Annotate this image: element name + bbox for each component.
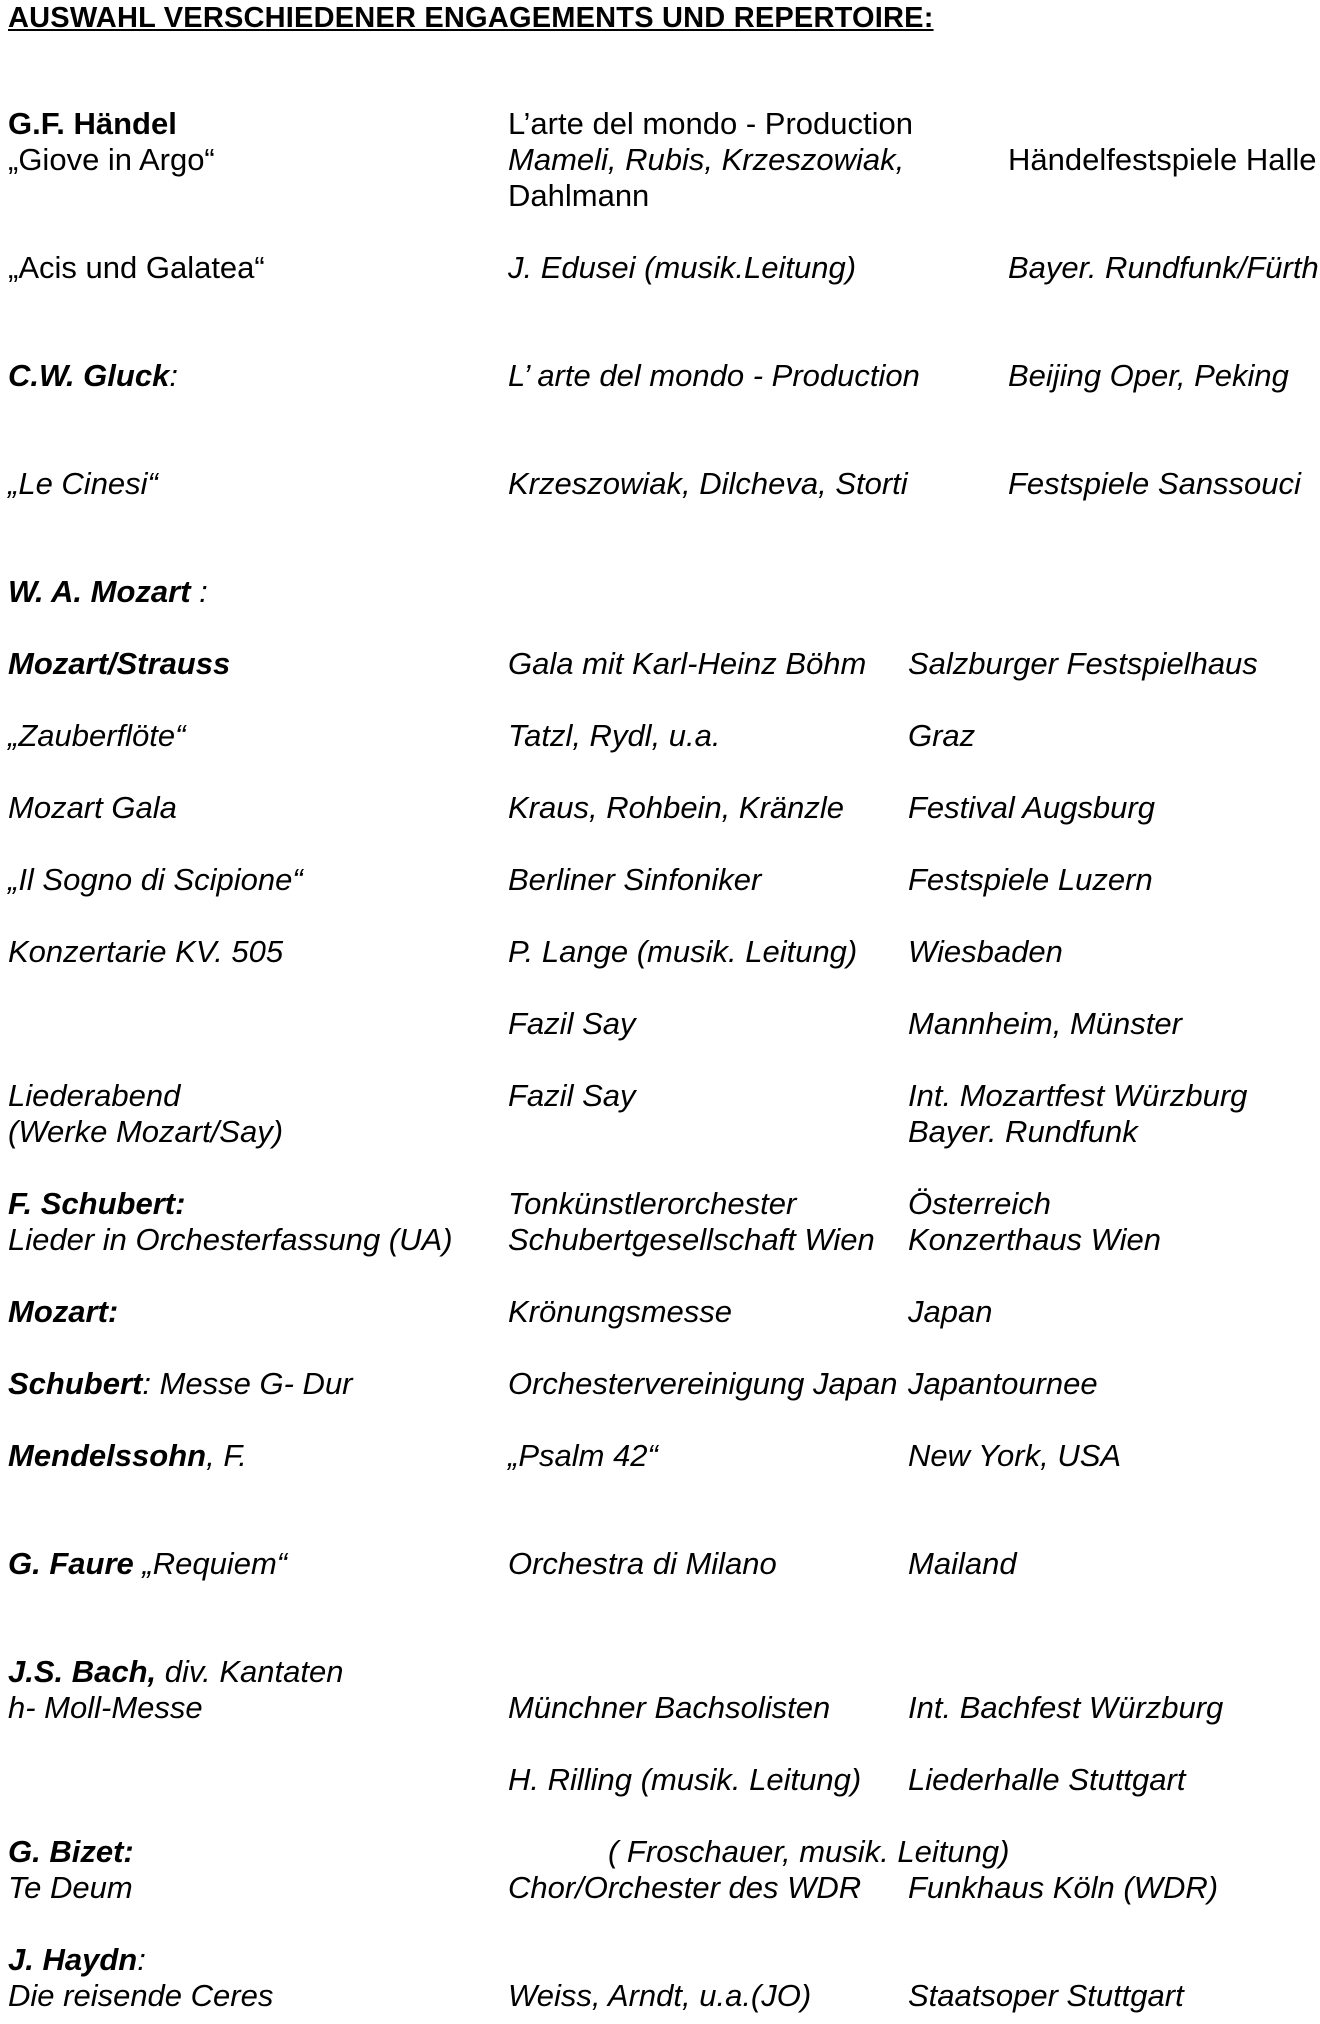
performers-cont: Schubertgesellschaft Wien: [508, 1222, 875, 1257]
page-title: AUSWAHL VERSCHIEDENER ENGAGEMENTS UND REPERTOIRE:: [8, 2, 934, 34]
performers: Kraus, Rohbein, Kränzle: [508, 790, 845, 825]
performers: Weiss, Arndt, u.a.(JO): [508, 1978, 812, 2013]
performers: Gala mit Karl-Heinz Böhm: [508, 646, 867, 681]
performers: Berliner Sinfoniker: [508, 862, 762, 897]
venue: New York, USA: [908, 1438, 1122, 1473]
venue: Japantournee: [908, 1366, 1098, 1401]
production-label: L’arte del mondo - Production: [508, 106, 913, 141]
venue: Mailand: [908, 1546, 1017, 1581]
venue: Festspiele Luzern: [908, 862, 1153, 897]
performers: Tatzl, Rydl, u.a.: [508, 718, 721, 753]
composer-mozart: Mozart:: [8, 1294, 119, 1329]
composer-schubert: F. Schubert:: [8, 1186, 186, 1221]
work-title: „Zauberflöte“: [8, 718, 186, 753]
venue: Int. Bachfest Würzburg: [908, 1690, 1224, 1725]
conductor: J. Edusei (musik.Leitung): [508, 250, 857, 285]
venue: Staatsoper Stuttgart: [908, 1978, 1184, 2013]
work-title: „Il Sogno di Scipione“: [8, 862, 303, 897]
composer-mendelssohn: Mendelssohn, F.: [8, 1438, 247, 1473]
composer-mozart: W. A. Mozart :: [8, 574, 208, 609]
composer-faure: G. Faure „Requiem“: [8, 1546, 288, 1581]
work-title: Die reisende Ceres: [8, 1978, 274, 2013]
work-title: Mozart/Strauss: [8, 646, 231, 681]
work-title: Konzertarie KV. 505: [8, 934, 284, 969]
work-subtitle: (Werke Mozart/Say): [8, 1114, 284, 1149]
venue-cont: Konzerthaus Wien: [908, 1222, 1162, 1257]
production-label: L’ arte del mondo - Production: [508, 358, 920, 393]
venue: Liederhalle Stuttgart: [908, 1762, 1186, 1797]
work-title: h- Moll-Messe: [8, 1690, 203, 1725]
venue: Mannheim, Münster: [908, 1006, 1182, 1041]
work-title: „Giove in Argo“: [8, 142, 215, 177]
venue: Bayer. Rundfunk/Fürth: [1008, 250, 1319, 285]
venue: Wiesbaden: [908, 934, 1063, 969]
performers: Münchner Bachsolisten: [508, 1690, 831, 1725]
venue: Graz: [908, 718, 976, 753]
performers: Tonkünstlerorchester: [508, 1186, 797, 1221]
conductor: H. Rilling (musik. Leitung): [508, 1762, 862, 1797]
venue: Beijing Oper, Peking: [1008, 358, 1289, 393]
performers: Orchestra di Milano: [508, 1546, 777, 1581]
venue: Int. Mozartfest Würzburg: [908, 1078, 1248, 1113]
venue: Salzburger Festspielhaus: [908, 646, 1258, 681]
performers-cont: Dahlmann: [508, 178, 650, 213]
work-title: Krönungsmesse: [508, 1294, 733, 1329]
performers: Mameli, Rubis, Krzeszowiak,: [508, 142, 905, 177]
work-title: „Psalm 42“: [508, 1438, 658, 1473]
composer-haydn: J. Haydn:: [8, 1942, 146, 1977]
venue: Österreich: [908, 1186, 1051, 1221]
composer-bach: J.S. Bach, div. Kantaten: [8, 1654, 344, 1689]
work-title: „Acis und Galatea“: [8, 250, 265, 285]
venue: Festspiele Sanssouci: [1008, 466, 1301, 501]
work-title: „Le Cinesi“: [8, 466, 158, 501]
performers: Fazil Say: [508, 1078, 636, 1113]
composer-haendel: G.F. Händel: [8, 106, 177, 141]
work-title: Liederabend: [8, 1078, 181, 1113]
venue: Händelfestspiele Halle: [1008, 142, 1317, 177]
work-title: Lieder in Orchesterfassung (UA): [8, 1222, 453, 1257]
composer-gluck: C.W. Gluck:: [8, 358, 178, 393]
work-title: Te Deum: [8, 1870, 133, 1905]
conductor: P. Lange (musik. Leitung): [508, 934, 858, 969]
composer-schubert: Schubert: Messe G- Dur: [8, 1366, 353, 1401]
performers: Chor/Orchester des WDR: [508, 1870, 862, 1905]
venue: Funkhaus Köln (WDR): [908, 1870, 1219, 1905]
venue: Japan: [908, 1294, 993, 1329]
performers: Orchestervereinigung Japan: [508, 1366, 898, 1401]
venue: Festival Augsburg: [908, 790, 1155, 825]
work-title: Mozart Gala: [8, 790, 177, 825]
performers: Krzeszowiak, Dilcheva, Storti: [508, 466, 908, 501]
composer-bizet: G. Bizet:: [8, 1834, 134, 1869]
performers: Fazil Say: [508, 1006, 636, 1041]
venue-cont: Bayer. Rundfunk: [908, 1114, 1138, 1149]
conductor: ( Froschauer, musik. Leitung): [608, 1834, 1010, 1869]
